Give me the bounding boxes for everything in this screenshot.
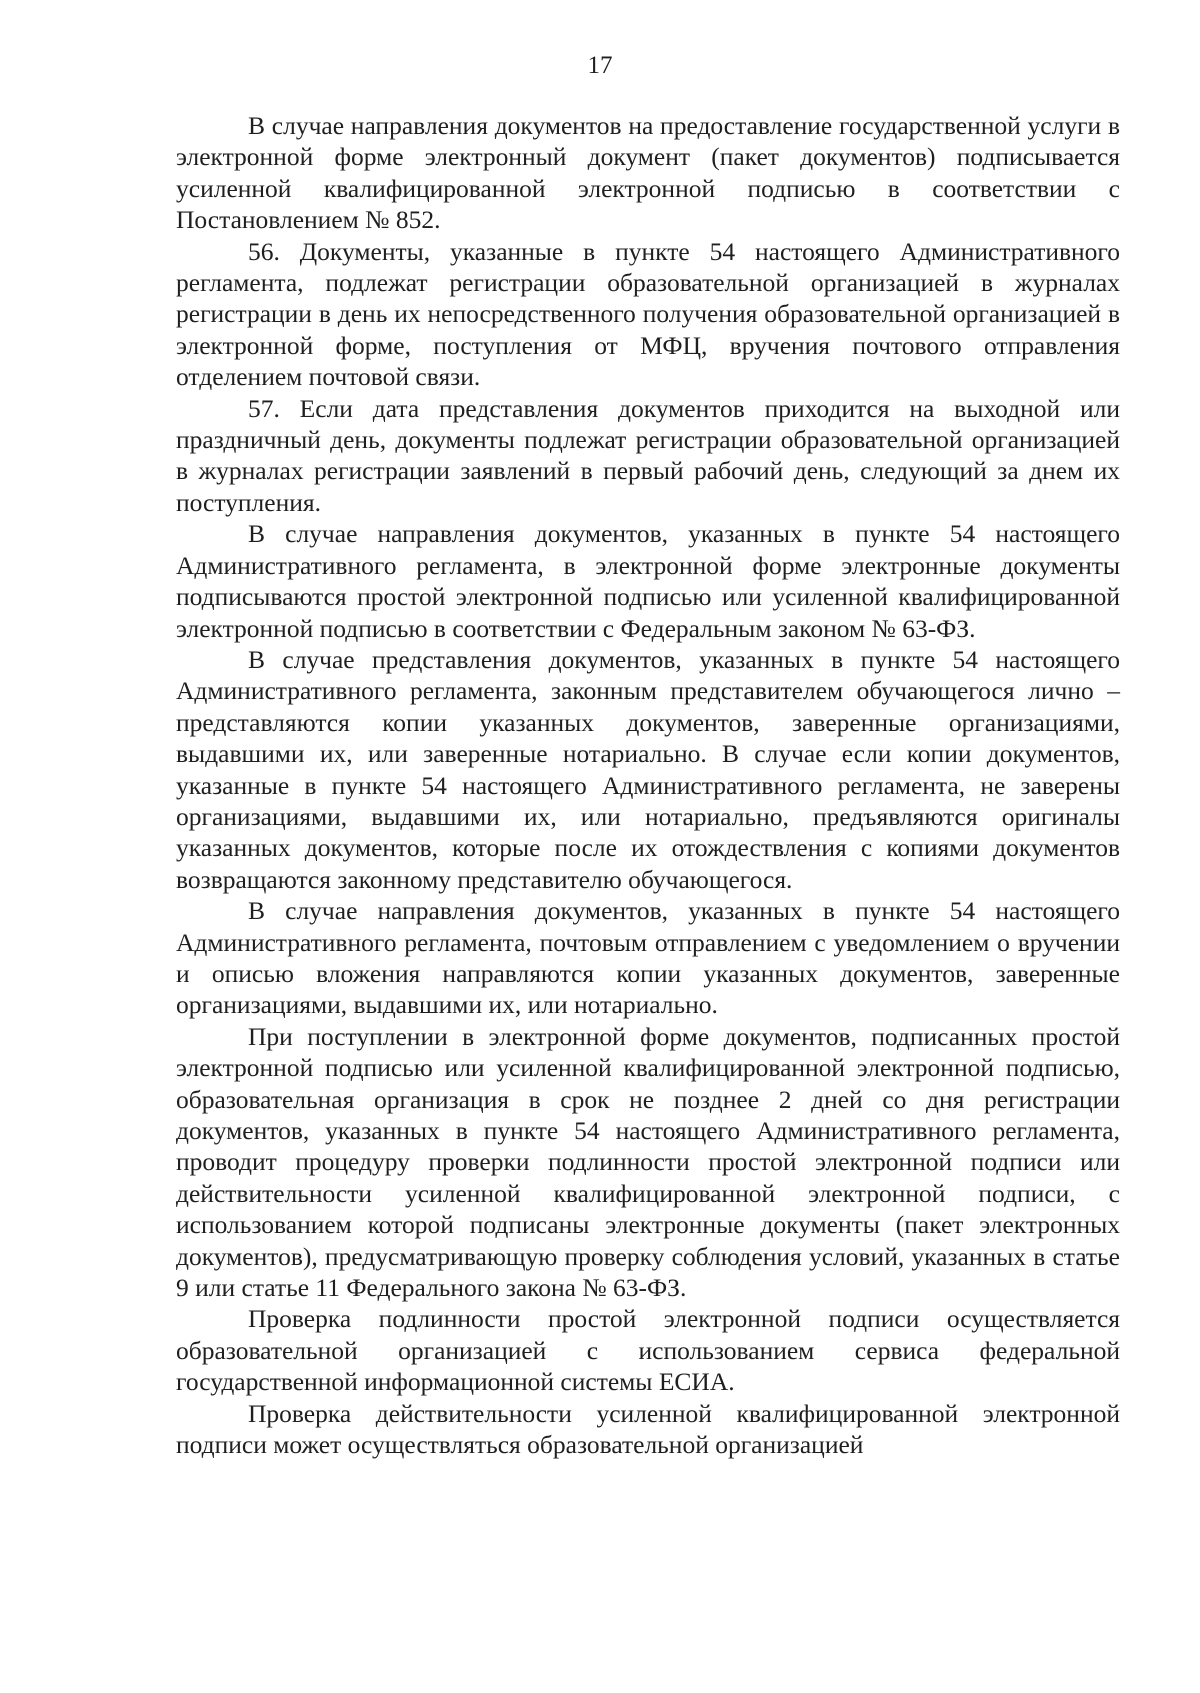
paragraph-postal-submission: В случае направления документов, указанных в пункте 54 настоящего Административного регламента, почтовым отправлением с уведомлением о вручении и описью вложения направляются копии указанных документов, заверенные организациями, выдавшими их, или нотариально. (176, 896, 1120, 1020)
paragraph-item-57: 57. Если дата представления документов приходится на выходной или праздничный день, документы подлежат регистрации образовательной организацией в журналах регистрации заявлений в первый рабочий день, следующий за днем их поступления. (176, 393, 1120, 517)
paragraph-in-person-submission: В случае представления документов, указанных в пункте 54 настоящего Административного регламента, законным представителем обучающегося лично – представляются копии указанных документов, заверенные организациями, выдавшими их, или заверенные нотариально. В случае если копии документов, указанные в пункте 54 настоящего Административного регламента, не заверены организациями, выдавшими их, или нотариально, предъявляются оригиналы указанных документов, которые после их отождествления с копиями документов возвращаются законному представителю обучающегося. (176, 644, 1120, 894)
page-number: 17 (587, 52, 613, 79)
paragraph-simple-signature-check: Проверка подлинности простой электронной подписи осуществляется образовательной организацией с использованием сервиса федеральной государственной информационной системы ЕСИА. (176, 1304, 1120, 1397)
paragraph-qualified-signature-check: Проверка действительности усиленной квалифицированной электронной подписи может осуществляться образовательной организацией (176, 1398, 1120, 1460)
paragraph-item-56: 56. Документы, указанные в пункте 54 настоящего Административного регламента, подлежат регистрации образовательной организацией в журналах регистрации в день их непосредственного получения образовательной организацией в электронной форме, поступления от МФЦ, вручения почтового отправления отделением почтовой связи. (176, 236, 1120, 392)
paragraph-signature-verification: При поступлении в электронной форме документов, подписанных простой электронной подписью или усиленной квалифицированной электронной подписью, образовательная организация в срок не позднее 2 дней со дня регистрации документов, указанных в пункте 54 настоящего Административного регламента, проводит процедуру проверки подлинности простой электронной подписи или действительности усиленной квалифицированной электронной подписи, с использованием которой подписаны электронные документы (пакет электронных документов), предусматривающую проверку соблюдения условий, указанных в статье 9 или статье 11 Федерального закона № 63-ФЗ. (176, 1021, 1120, 1303)
paragraph-electronic-submission: В случае направления документов, указанных в пункте 54 настоящего Административного регламента, в электронной форме электронные документы подписываются простой электронной подписью или усиленной квалифицированной электронной подписью в соответствии с Федеральным законом № 63-ФЗ. (176, 519, 1120, 643)
document-body (176, 110, 1120, 1460)
paragraph-signature-requirement: В случае направления документов на предоставление государственной услуги в электронной форме электронный документ (пакет документов) подписывается усиленной квалифицированной электронной подписью в соответствии с Постановлением № 852. (176, 111, 1120, 235)
